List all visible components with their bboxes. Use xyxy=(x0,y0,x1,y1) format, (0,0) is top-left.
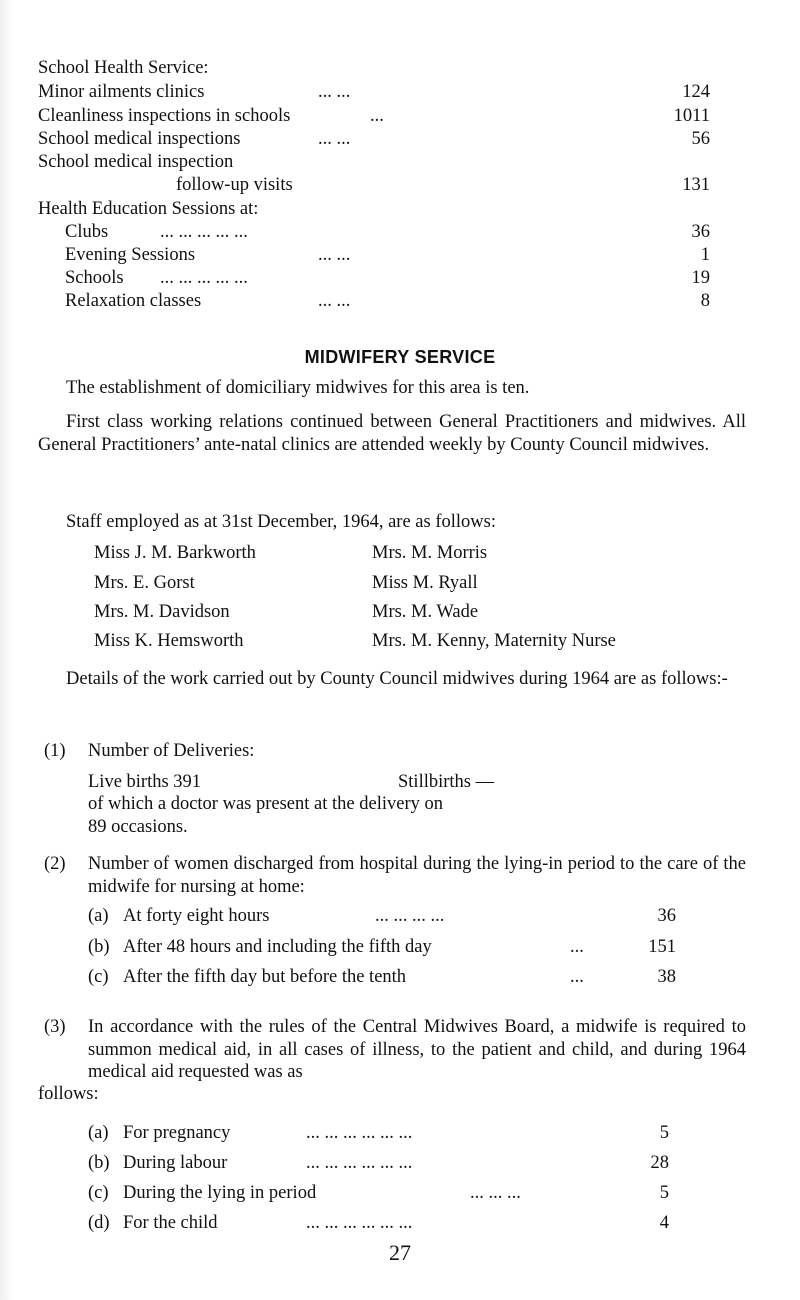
establishment-paragraph: The establishment of domiciliary midwives for this area is ten. xyxy=(66,378,530,398)
staff-name-right: Mrs. M. Kenny, Maternity Nurse xyxy=(372,631,616,651)
staff-name-right: Mrs. M. Morris xyxy=(372,543,488,563)
item-letter: (a) xyxy=(88,1123,109,1143)
leader-dots: ... ... xyxy=(318,245,351,265)
aid-item-label: For pregnancy xyxy=(123,1123,231,1143)
discharge-item-label: After 48 hours and including the fifth day xyxy=(123,937,432,957)
leader-dots: ... ... ... xyxy=(470,1183,521,1203)
discharge-item-value: 36 xyxy=(657,906,676,926)
school-item-value: 1011 xyxy=(673,106,710,126)
aid-item-label: During the lying in period xyxy=(123,1183,317,1203)
health-item-value: 19 xyxy=(691,268,710,288)
school-item-label: Cleanliness inspections in schools xyxy=(38,106,291,126)
section-number: (2) xyxy=(44,854,66,874)
discharged-text: Number of women discharged from hospital during the lying-in period to the care of the midwife for nursing at home: xyxy=(88,854,746,897)
staff-name-right: Mrs. M. Wade xyxy=(372,602,479,622)
discharge-item-value: 151 xyxy=(648,937,676,957)
health-item-label: Relaxation classes xyxy=(65,291,202,311)
health-education-heading: Health Education Sessions at: xyxy=(38,199,259,219)
staff-name-right: Miss M. Ryall xyxy=(372,573,478,593)
health-item-label: Schools xyxy=(65,268,124,288)
leader-dots: ... xyxy=(570,937,584,957)
staff-name-left: Miss K. Hemsworth xyxy=(94,631,244,651)
followup-label-line2: follow-up visits xyxy=(176,175,293,195)
school-item-label: School medical inspections xyxy=(38,129,241,149)
page-number: 27 xyxy=(389,1240,411,1265)
item-letter: (c) xyxy=(88,1183,109,1203)
discharge-item-value: 38 xyxy=(657,967,676,987)
followup-label-line1: School medical inspection xyxy=(38,152,234,172)
leader-dots: ... ... xyxy=(318,291,351,311)
aid-item-label: For the child xyxy=(123,1213,218,1233)
leader-dots: ... ... ... ... xyxy=(375,906,445,926)
deliveries-title: Number of Deliveries: xyxy=(88,741,255,761)
leader-dots: ... ... xyxy=(318,82,351,102)
discharge-item-label: At forty eight hours xyxy=(123,906,270,926)
followup-value: 131 xyxy=(682,175,710,195)
staff-name-left: Mrs. M. Davidson xyxy=(94,602,230,622)
leader-dots: ... xyxy=(570,967,584,987)
stillbirths: Stillbirths — xyxy=(398,772,495,792)
midwifery-heading: MIDWIFERY SERVICE xyxy=(304,347,496,367)
aid-item-label: During labour xyxy=(123,1153,228,1173)
medical-aid-text: In accordance with the rules of the Central Midwives Board, a midwife is required to summon medical aid, in all cases of illness, to the patient and child, and during 1964 medical aid requested was as xyxy=(88,1017,746,1082)
health-item-label: Clubs xyxy=(65,222,109,242)
staff-intro: Staff employed as at 31st December, 1964, are as follows: xyxy=(66,512,496,532)
school-item-label: Minor ailments clinics xyxy=(38,82,205,102)
leader-dots: ... xyxy=(370,106,384,126)
item-letter: (b) xyxy=(88,937,110,957)
item-letter: (c) xyxy=(88,967,109,987)
aid-item-value: 28 xyxy=(650,1153,669,1173)
page-shadow xyxy=(0,0,14,1300)
relations-paragraph: First class working relations continued between General Practitioners and midwives. All General Practitioners’ ante-natal clinics are attended weekly by County Council midwives. xyxy=(38,412,746,455)
school-item-value: 56 xyxy=(691,129,710,149)
item-letter: (b) xyxy=(88,1153,110,1173)
details-intro: Details of the work carried out by County Council midwives during 1964 are as follows:- xyxy=(66,669,728,689)
leader-dots: ... ... ... ... ... ... xyxy=(306,1153,413,1173)
section-number: (1) xyxy=(44,741,66,761)
discharge-item-label: After the fifth day but before the tenth xyxy=(123,967,407,987)
doctor-present-line: of which a doctor was present at the delivery on xyxy=(88,794,443,814)
live-births: Live births 391 xyxy=(88,772,202,792)
health-item-value: 8 xyxy=(700,291,710,311)
staff-name-left: Miss J. M. Barkworth xyxy=(94,543,256,563)
health-item-label: Evening Sessions xyxy=(65,245,196,265)
health-item-value: 36 xyxy=(691,222,710,242)
occasions-line: 89 occasions. xyxy=(88,817,188,837)
leader-dots: ... ... xyxy=(318,129,351,149)
school-item-value: 124 xyxy=(682,82,710,102)
item-letter: (d) xyxy=(88,1213,110,1233)
leader-dots: ... ... ... ... ... ... xyxy=(306,1213,413,1233)
leader-dots: ... ... ... ... ... ... xyxy=(306,1123,413,1143)
leader-dots: ... ... ... ... ... xyxy=(160,222,248,242)
medical-aid-text-end: follows: xyxy=(38,1084,99,1104)
school-health-heading: School Health Service: xyxy=(38,58,209,78)
aid-item-value: 5 xyxy=(659,1123,669,1143)
leader-dots: ... ... ... ... ... xyxy=(160,268,248,288)
health-item-value: 1 xyxy=(700,245,710,265)
section-number: (3) xyxy=(44,1017,66,1037)
aid-item-value: 5 xyxy=(659,1183,669,1203)
item-letter: (a) xyxy=(88,906,109,926)
staff-name-left: Mrs. E. Gorst xyxy=(94,573,195,593)
aid-item-value: 4 xyxy=(659,1213,669,1233)
